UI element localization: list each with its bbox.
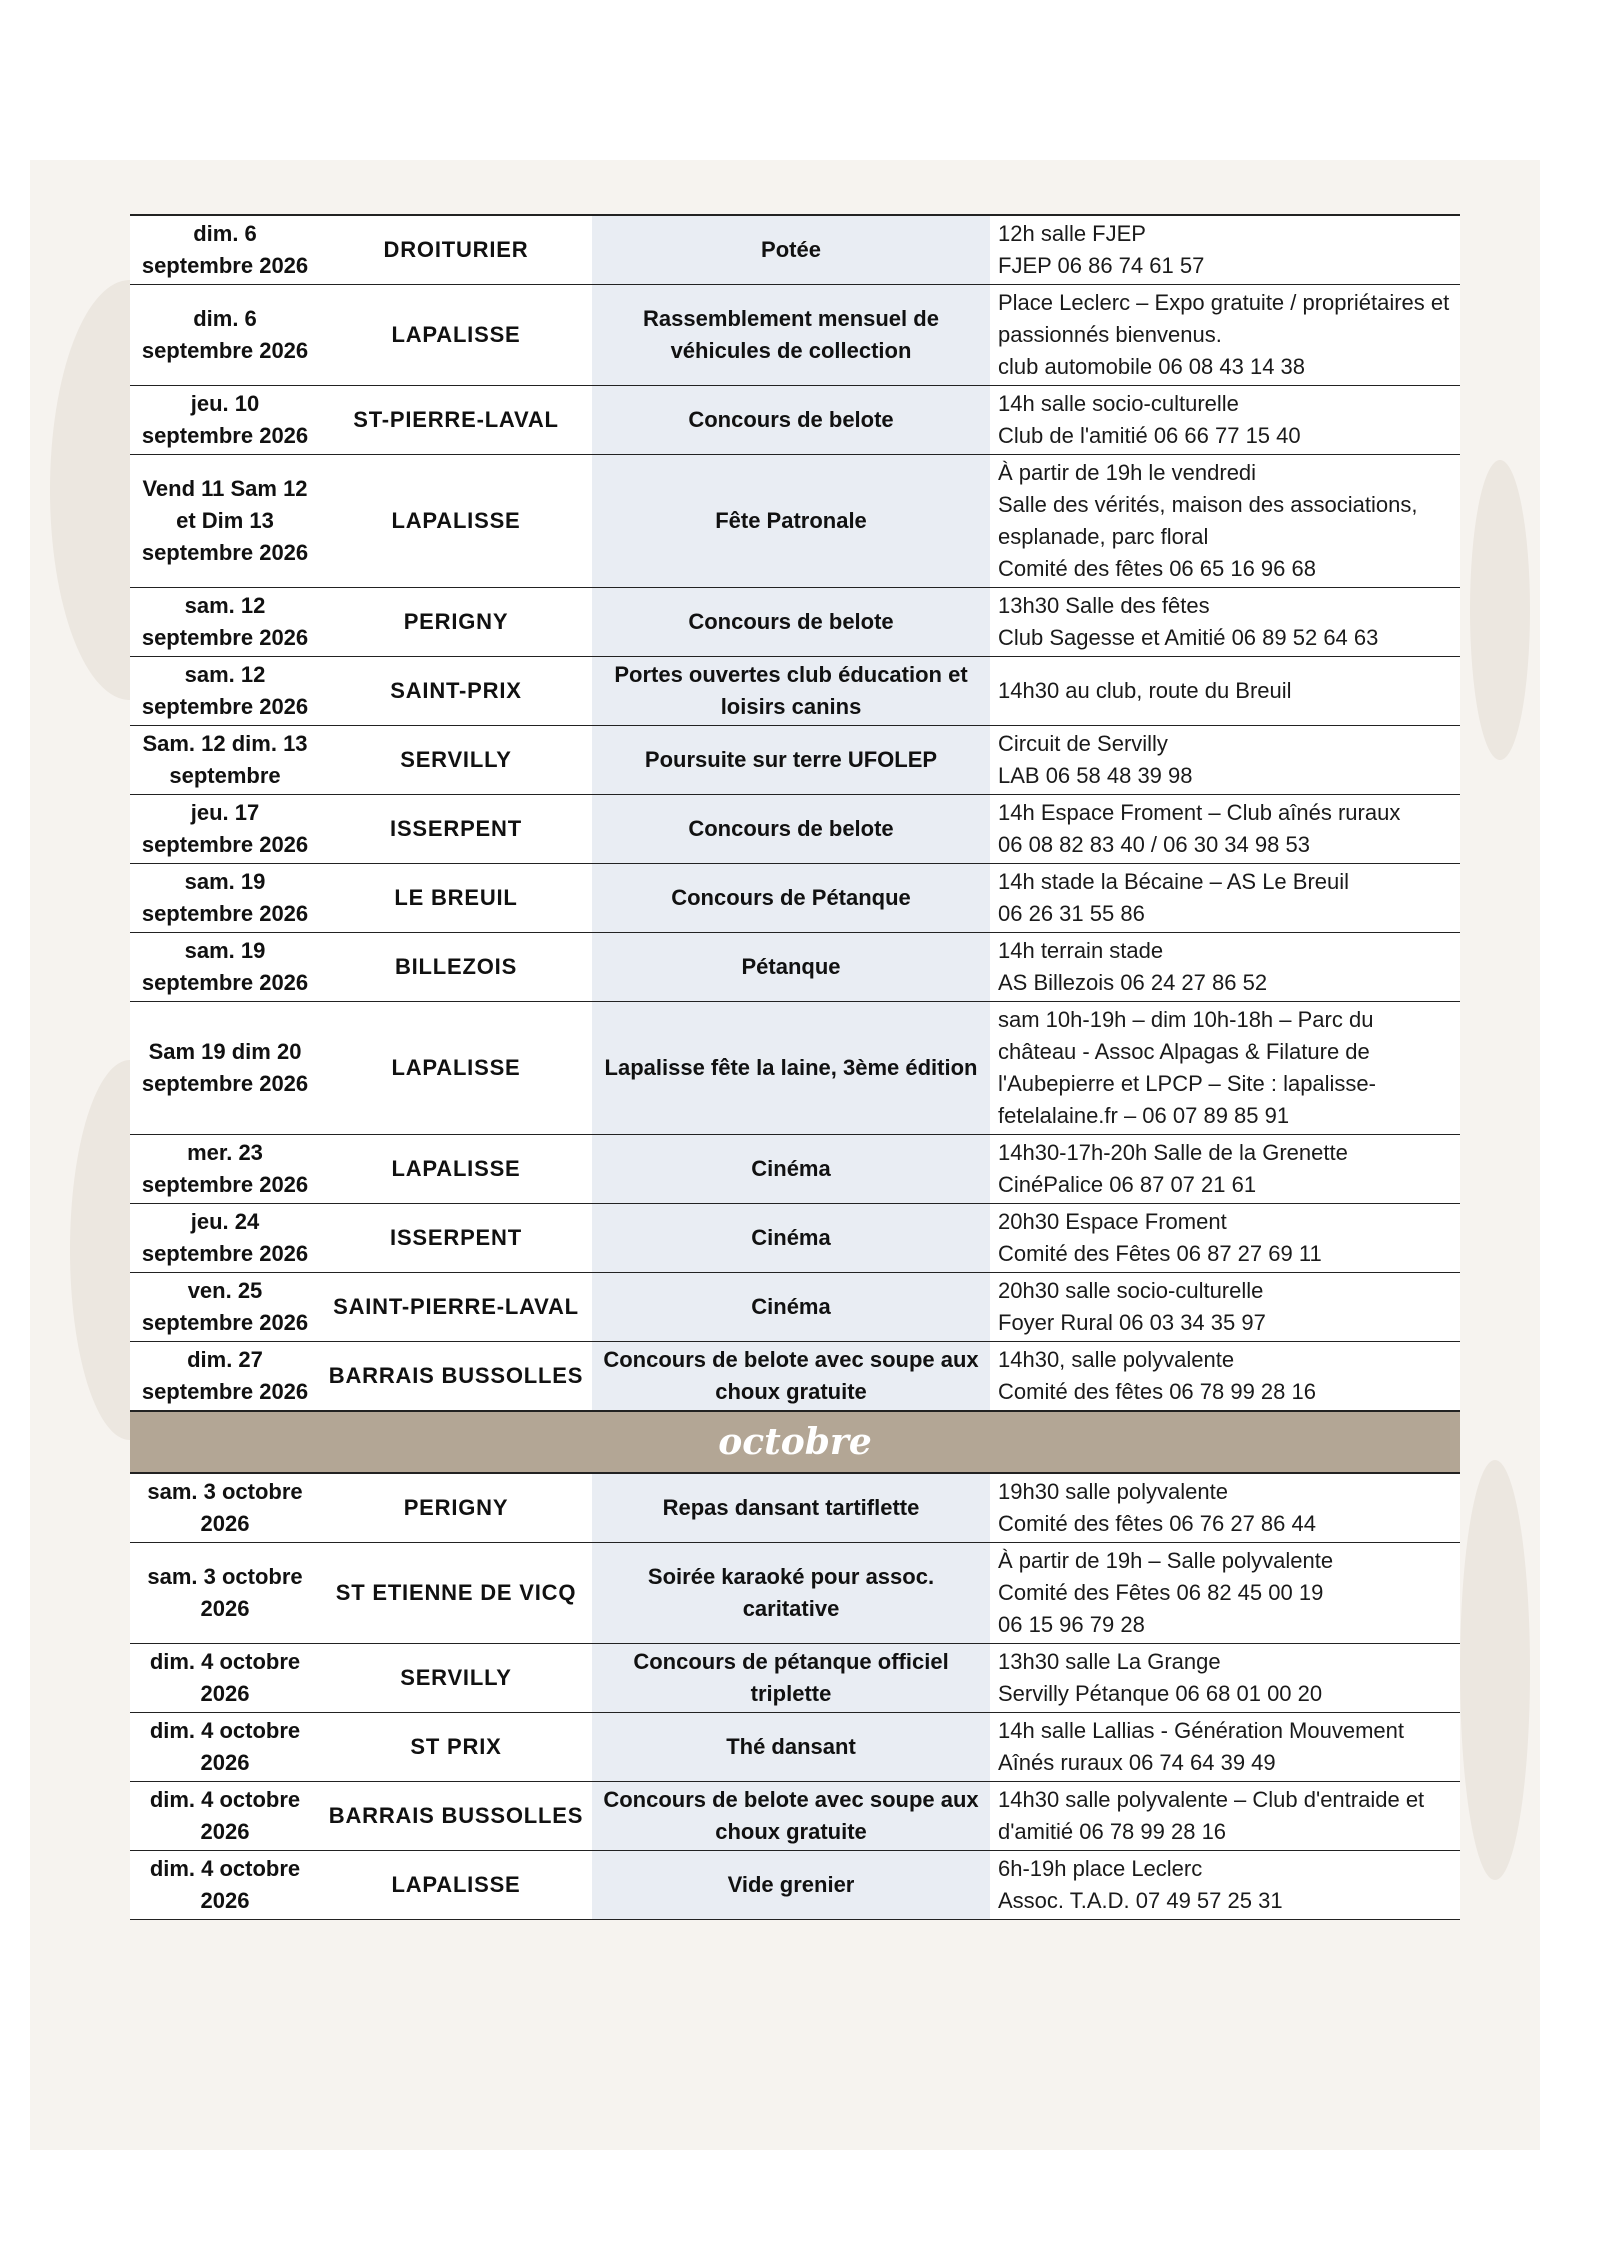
event-title: Concours de Pétanque xyxy=(592,864,990,933)
event-date: dim. 4 octobre 2026 xyxy=(130,1713,320,1782)
table-row xyxy=(130,386,1460,455)
event-date: dim. 4 octobre 2026 xyxy=(130,1851,320,1920)
event-title: Concours de belote avec soupe aux choux gratuite xyxy=(592,1342,990,1412)
decorative-shape xyxy=(1460,1460,1530,1880)
event-town: ST-PIERRE-LAVAL xyxy=(320,386,592,455)
events-table-container xyxy=(130,214,1460,1920)
table-row xyxy=(130,1782,1460,1851)
event-info: 14h stade la Bécaine – AS Le Breuil 06 26 31 55 86 xyxy=(990,864,1460,933)
table-row xyxy=(130,1644,1460,1713)
event-title: Thé dansant xyxy=(592,1713,990,1782)
event-town: BARRAIS BUSSOLLES xyxy=(320,1782,592,1851)
event-town: PERIGNY xyxy=(320,1473,592,1543)
event-town: LAPALISSE xyxy=(320,1135,592,1204)
event-date: Sam. 12 dim. 13 septembre xyxy=(130,726,320,795)
event-info: 20h30 Espace Froment Comité des Fêtes 06 87 27 69 11 xyxy=(990,1204,1460,1273)
event-date: jeu. 17 septembre 2026 xyxy=(130,795,320,864)
event-title: Concours de belote xyxy=(592,588,990,657)
event-town: BILLEZOIS xyxy=(320,933,592,1002)
event-title: Poursuite sur terre UFOLEP xyxy=(592,726,990,795)
event-title: Cinéma xyxy=(592,1135,990,1204)
event-town: SERVILLY xyxy=(320,1644,592,1713)
event-info: 13h30 salle La Grange Servilly Pétanque 06 68 01 00 20 xyxy=(990,1644,1460,1713)
event-town: LAPALISSE xyxy=(320,455,592,588)
event-title: Concours de belote avec soupe aux choux gratuite xyxy=(592,1782,990,1851)
table-row xyxy=(130,795,1460,864)
event-town: ST ETIENNE DE VICQ xyxy=(320,1543,592,1644)
event-town: LAPALISSE xyxy=(320,1851,592,1920)
event-town: LAPALISSE xyxy=(320,285,592,386)
table-row xyxy=(130,588,1460,657)
event-info: 20h30 salle socio-culturelle Foyer Rural 06 03 34 35 97 xyxy=(990,1273,1460,1342)
event-title: Rassemblement mensuel de véhicules de collection xyxy=(592,285,990,386)
event-town: LAPALISSE xyxy=(320,1002,592,1135)
event-title: Cinéma xyxy=(592,1273,990,1342)
event-info: Place Leclerc – Expo gratuite / propriétaires et passionnés bienvenus. club automobile 06 08 43 14 38 xyxy=(990,285,1460,386)
event-info: 6h-19h place Leclerc Assoc. T.A.D. 07 49 57 25 31 xyxy=(990,1851,1460,1920)
table-row xyxy=(130,1342,1460,1412)
event-title: Concours de belote xyxy=(592,386,990,455)
event-town: ISSERPENT xyxy=(320,1204,592,1273)
event-date: sam. 12 septembre 2026 xyxy=(130,657,320,726)
event-info: 14h salle socio-culturelle Club de l'amitié 06 66 77 15 40 xyxy=(990,386,1460,455)
decorative-shape xyxy=(1470,460,1530,760)
table-row xyxy=(130,1543,1460,1644)
event-info: 14h30 au club, route du Breuil xyxy=(990,657,1460,726)
event-town: BARRAIS BUSSOLLES xyxy=(320,1342,592,1412)
event-title: Vide grenier xyxy=(592,1851,990,1920)
event-date: Sam 19 dim 20 septembre 2026 xyxy=(130,1002,320,1135)
event-date: sam. 3 octobre 2026 xyxy=(130,1543,320,1644)
event-date: jeu. 10 septembre 2026 xyxy=(130,386,320,455)
table-row xyxy=(130,657,1460,726)
event-title: Pétanque xyxy=(592,933,990,1002)
event-info: 12h salle FJEP FJEP 06 86 74 61 57 xyxy=(990,215,1460,285)
event-town: ISSERPENT xyxy=(320,795,592,864)
month-header-row xyxy=(130,1411,1460,1473)
event-info: À partir de 19h – Salle polyvalente Comité des Fêtes 06 82 45 00 19 06 15 96 79 28 xyxy=(990,1543,1460,1644)
table-row xyxy=(130,1002,1460,1135)
event-date: Vend 11 Sam 12 et Dim 13 septembre 2026 xyxy=(130,455,320,588)
event-date: mer. 23 septembre 2026 xyxy=(130,1135,320,1204)
event-info: 14h Espace Froment – Club aînés ruraux 06 08 82 83 40 / 06 30 34 98 53 xyxy=(990,795,1460,864)
event-title: Fête Patronale xyxy=(592,455,990,588)
event-date: dim. 4 octobre 2026 xyxy=(130,1782,320,1851)
event-title: Repas dansant tartiflette xyxy=(592,1473,990,1543)
event-town: ST PRIX xyxy=(320,1713,592,1782)
table-row xyxy=(130,864,1460,933)
event-date: jeu. 24 septembre 2026 xyxy=(130,1204,320,1273)
event-title: Cinéma xyxy=(592,1204,990,1273)
events-table xyxy=(130,214,1460,1920)
event-date: sam. 3 octobre 2026 xyxy=(130,1473,320,1543)
event-title: Lapalisse fête la laine, 3ème édition xyxy=(592,1002,990,1135)
table-row xyxy=(130,1273,1460,1342)
event-info: 14h30, salle polyvalente Comité des fêtes 06 78 99 28 16 xyxy=(990,1342,1460,1412)
table-row xyxy=(130,215,1460,285)
event-date: dim. 6 septembre 2026 xyxy=(130,215,320,285)
table-row xyxy=(130,1135,1460,1204)
event-town: SERVILLY xyxy=(320,726,592,795)
event-date: dim. 4 octobre 2026 xyxy=(130,1644,320,1713)
table-row xyxy=(130,1204,1460,1273)
event-info: sam 10h-19h – dim 10h-18h – Parc du château - Assoc Alpagas & Filature de l'Aubepierre et LPCP – Site : lapalisse-fetelalaine.fr – 06 07 89 85 91 xyxy=(990,1002,1460,1135)
event-title: Portes ouvertes club éducation et loisirs canins xyxy=(592,657,990,726)
october-rows xyxy=(130,1473,1460,1920)
event-date: dim. 27 septembre 2026 xyxy=(130,1342,320,1412)
table-row xyxy=(130,1851,1460,1920)
event-date: sam. 19 septembre 2026 xyxy=(130,864,320,933)
table-row xyxy=(130,1473,1460,1543)
event-info: 19h30 salle polyvalente Comité des fêtes 06 76 27 86 44 xyxy=(990,1473,1460,1543)
event-info: 14h salle Lallias - Génération Mouvement Aînés ruraux 06 74 64 39 49 xyxy=(990,1713,1460,1782)
event-info: Circuit de Servilly LAB 06 58 48 39 98 xyxy=(990,726,1460,795)
event-title: Concours de belote xyxy=(592,795,990,864)
event-title: Soirée karaoké pour assoc. caritative xyxy=(592,1543,990,1644)
event-title: Concours de pétanque officiel triplette xyxy=(592,1644,990,1713)
event-title: Potée xyxy=(592,215,990,285)
event-info: À partir de 19h le vendredi Salle des vérités, maison des associations, esplanade, parc floral Comité des fêtes 06 65 16 96 68 xyxy=(990,455,1460,588)
month-header: octobre xyxy=(130,1411,1460,1473)
event-info: 13h30 Salle des fêtes Club Sagesse et Amitié 06 89 52 64 63 xyxy=(990,588,1460,657)
event-date: ven. 25 septembre 2026 xyxy=(130,1273,320,1342)
table-row xyxy=(130,933,1460,1002)
table-row xyxy=(130,455,1460,588)
event-town: PERIGNY xyxy=(320,588,592,657)
event-town: SAINT-PRIX xyxy=(320,657,592,726)
event-date: sam. 19 septembre 2026 xyxy=(130,933,320,1002)
event-date: dim. 6 septembre 2026 xyxy=(130,285,320,386)
table-row xyxy=(130,285,1460,386)
event-town: SAINT-PIERRE-LAVAL xyxy=(320,1273,592,1342)
september-rows xyxy=(130,215,1460,1411)
table-row xyxy=(130,1713,1460,1782)
event-date: sam. 12 septembre 2026 xyxy=(130,588,320,657)
event-info: 14h terrain stade AS Billezois 06 24 27 86 52 xyxy=(990,933,1460,1002)
table-row xyxy=(130,726,1460,795)
event-town: LE BREUIL xyxy=(320,864,592,933)
event-town: DROITURIER xyxy=(320,215,592,285)
event-info: 14h30-17h-20h Salle de la Grenette CinéPalice 06 87 07 21 61 xyxy=(990,1135,1460,1204)
event-info: 14h30 salle polyvalente – Club d'entraide et d'amitié 06 78 99 28 16 xyxy=(990,1782,1460,1851)
